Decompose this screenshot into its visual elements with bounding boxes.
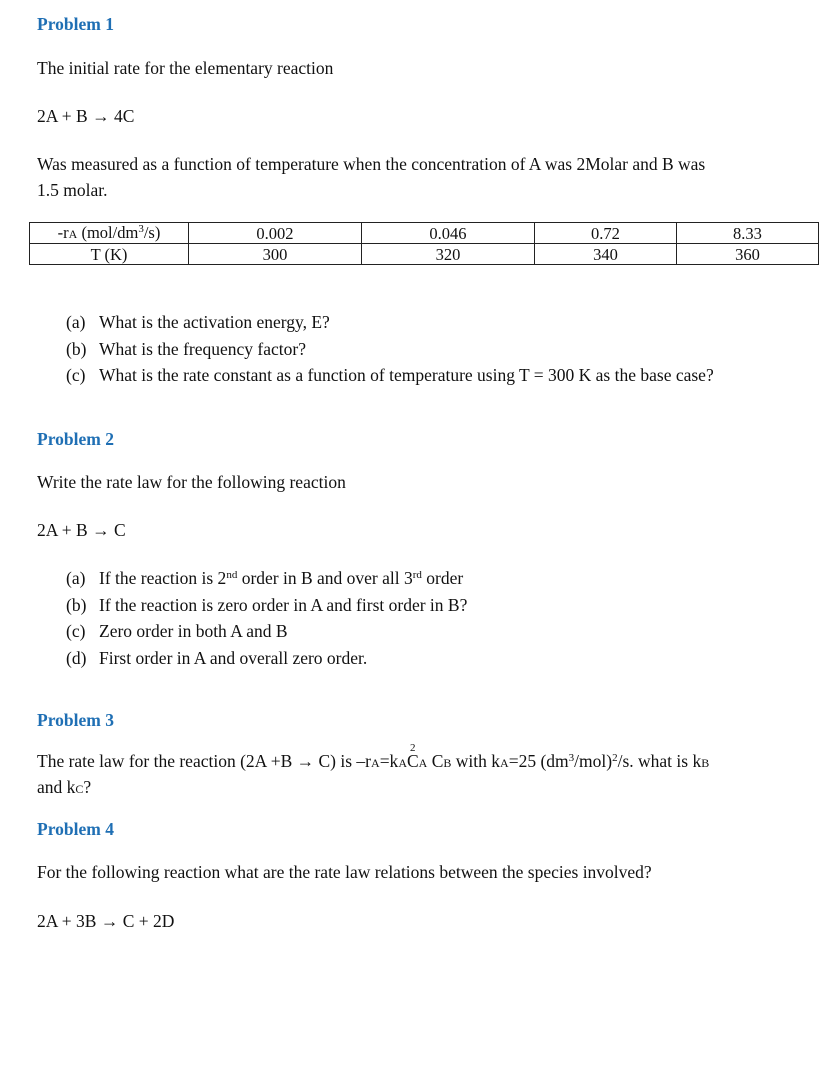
problem-2-intro: Write the rate law for the following reaction xyxy=(37,472,346,492)
list-item: (a) What is the activation energy, E? xyxy=(66,312,330,332)
table-cell: 0.046 xyxy=(361,223,534,244)
problem-1-intro: The initial rate for the elementary reaction xyxy=(37,58,334,78)
problem-4-heading: Problem 4 xyxy=(37,819,114,839)
list-item: (b) If the reaction is zero order in A and first order in B? xyxy=(66,594,468,615)
problem-2-questions xyxy=(66,565,467,671)
problem-1-equation: 2A + B → 4C xyxy=(37,106,135,126)
list-item: (c) What is the rate constant as a function of temperature using T = 300 K as the base case? xyxy=(66,365,714,385)
problem-3-heading: Problem 3 xyxy=(37,710,114,730)
table-cell: 320 xyxy=(361,244,534,265)
table-cell: 300 xyxy=(189,244,362,265)
table-cell: 0.72 xyxy=(534,223,676,244)
temperature-label-cell: T (K) xyxy=(30,244,189,265)
rate-temperature-table xyxy=(29,222,819,265)
problem-4-equation: 2A + 3B → C + 2D xyxy=(37,911,175,931)
problem-1-heading: Problem 1 xyxy=(37,14,114,34)
table-cell: 0.002 xyxy=(189,223,362,244)
table-cell: 8.33 xyxy=(676,223,818,244)
list-item: (d) First order in A and overall zero order. xyxy=(66,647,368,668)
problem-2-equation: 2A + B → C xyxy=(37,520,126,540)
problem-3-line-2: and kC? xyxy=(37,777,92,797)
table-cell: 360 xyxy=(676,244,818,265)
table-row-temperature xyxy=(30,244,819,265)
problem-1-questions xyxy=(66,309,714,389)
table-cell: 340 xyxy=(534,244,676,265)
problem-1-description-line-1: Was measured as a function of temperature when the concentration of A was 2Molar and B was xyxy=(37,154,706,174)
table-row-rate xyxy=(30,223,819,244)
problem-2-heading: Problem 2 xyxy=(37,429,114,449)
rate-label-cell: -rA $(mol/dm^3/s)$ xyxy=(30,223,189,244)
problem-4-intro: For the following reaction what are the rate law relations between the species involved? xyxy=(37,862,652,882)
problem-3-line-1: The rate law for the reaction (2A +B → C) is –rA=kACA 2 CB with kA=25 $(dm^3/mol)^2/s$. what is kB xyxy=(37,742,710,771)
list-item: (c) Zero order in both A and B xyxy=(66,621,288,641)
problem-1-description-line-2: 1.5 molar. xyxy=(37,180,108,200)
list-item: (a) If the reaction is 2nd order in B and over all 3rd order xyxy=(66,568,464,588)
list-item: (b) What is the frequency factor? xyxy=(66,338,306,359)
concentration-a-squared: CA 2 xyxy=(406,742,428,771)
